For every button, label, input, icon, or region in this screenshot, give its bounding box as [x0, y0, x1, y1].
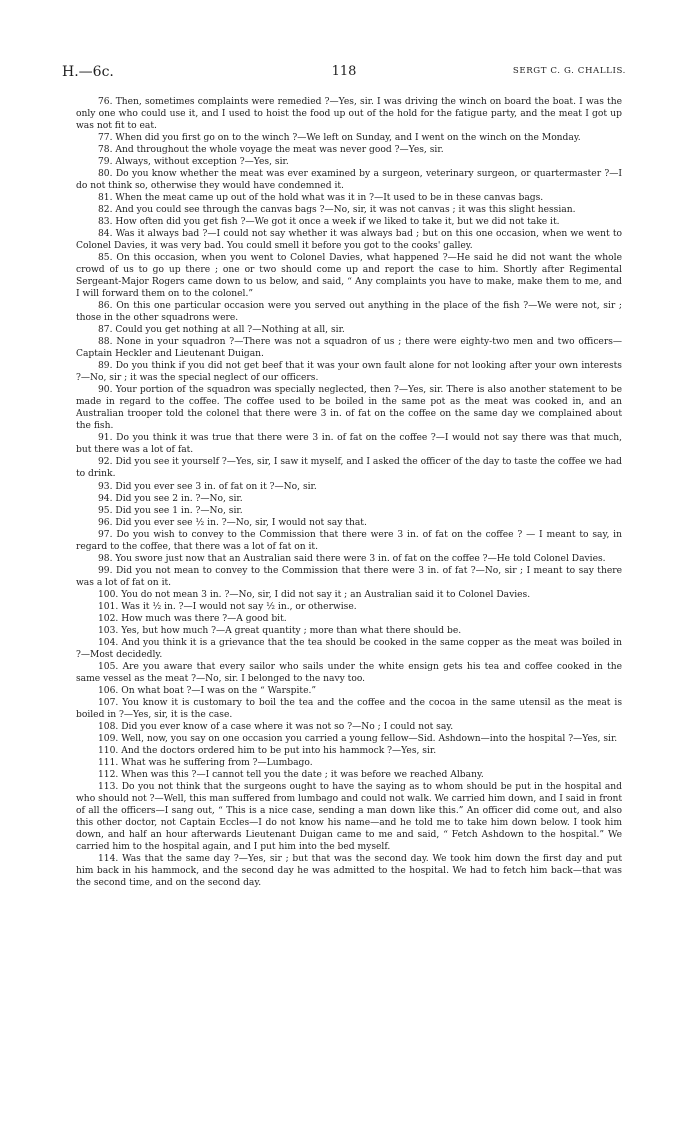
question-number: 90. [98, 385, 113, 396]
testimony-paragraph [76, 685, 622, 697]
question-answer-text: On this occasion, when you went to Colonel Davies, what happened ?—He said he did not want the whole crowd of us to go up there ; one or two should come up and report the case to him. Shortly after Regimental Sergeant-Major Rogers came down to us below, and said, “ Any complaints you have to make, make them to me, and I will forward them on to the colonel.” [76, 253, 622, 300]
question-number: 93. [98, 481, 113, 492]
testimony-paragraph [76, 96, 622, 132]
testimony-paragraph [76, 481, 622, 493]
question-answer-text: On what boat ?—I was on the “ Warspite.” [121, 685, 317, 696]
question-number: 100. [98, 589, 119, 600]
page-header [62, 64, 626, 82]
question-answer-text: You do not mean 3 in. ?—No, sir, I did not say it ; an Australian said it to Colonel Davies. [121, 589, 531, 600]
question-number: 96. [98, 517, 113, 528]
question-number: 112. [98, 769, 119, 780]
question-answer-text: Are you aware that every sailor who sails under the white ensign gets his tea and coffee cooked in the same vessel as the meat ?—No, sir. I belonged to the navy too. [76, 661, 622, 684]
document-reference: H.—6c. [62, 64, 114, 80]
question-answer-text: Was that the same day ?—Yes, sir ; but that was the second day. We took him down the first day and put him back in his hammock, and the second day he was admitted to the hospital. We had to fetch him back—that was the second time, and on the second day. [76, 853, 622, 889]
testimony-paragraph [76, 745, 622, 757]
question-number: 99. [98, 565, 113, 576]
question-number: 94. [98, 493, 113, 504]
question-number: 97. [98, 529, 113, 540]
question-answer-text: How much was there ?—A good bit. [121, 613, 287, 624]
question-number: 80. [98, 169, 113, 180]
question-number: 83. [98, 217, 113, 228]
testimony-paragraph [76, 324, 622, 336]
question-answer-text: Do you think if you did not get beef that it was your own fault alone for not looking after your own interests ?—No, sir ; it was the special neglect of our officers. [76, 361, 622, 384]
testimony-paragraph [76, 853, 622, 889]
question-answer-text: Was it always bad ?—I could not say whether it was always bad ; but on this one occasion, when we went to Colonel Davies, it was very bad. You could smell it before you got to the cooks' galley. [76, 229, 623, 252]
question-number: 89. [98, 361, 113, 372]
testimony-paragraph [76, 661, 622, 685]
testimony-paragraph [76, 252, 622, 300]
question-number: 76. [98, 97, 113, 107]
question-answer-text: Did you not mean to convey to the Commission that there were 3 in. of fat ?—No, sir ; I meant to say there was a lot of fat on it. [76, 565, 622, 588]
question-answer-text: Was it ½ in. ?—I would not say ½ in., or otherwise. [121, 601, 357, 612]
question-number: 110. [98, 745, 119, 756]
question-number: 92. [98, 457, 113, 468]
question-number: 81. [98, 193, 113, 204]
question-answer-text: Did you ever know of a case where it was not so ?—No ; I could not say. [121, 721, 454, 732]
question-number: 109. [98, 733, 119, 744]
question-answer-text: Did you see 1 in. ?—No, sir. [115, 505, 243, 516]
question-number: 111. [98, 757, 119, 768]
question-number: 105. [98, 661, 119, 672]
question-answer-text: Yes, but how much ?—A great quantity ; more than what there should be. [121, 625, 462, 636]
testimony-paragraph [76, 757, 622, 769]
question-number: 114. [98, 853, 119, 864]
testimony-paragraph [76, 529, 622, 553]
question-answer-text: Well, now, you say on one occasion you carried a young fellow—Sid. Ashdown—into the hospital ?—Yes, sir. [121, 733, 618, 744]
question-number: 79. [98, 157, 113, 168]
testimony-paragraph [76, 493, 622, 505]
question-number: 104. [98, 637, 119, 648]
question-number: 102. [98, 613, 119, 624]
question-number: 101. [98, 601, 119, 612]
testimony-paragraph [76, 733, 622, 745]
testimony-paragraph [76, 613, 622, 625]
testimony-paragraph [76, 697, 622, 721]
question-number: 113. [98, 781, 119, 792]
question-number: 91. [98, 433, 113, 444]
question-number: 88. [98, 337, 113, 348]
question-answer-text: Then, sometimes complaints were remedied ?—Yes, sir. I was driving the winch on board the boat. I was the only one who could use it, and I used to hoist the food up out of the hold for the fatigue party, and the meat I got up was not fit to eat. [76, 97, 622, 132]
testimony-paragraph [76, 565, 622, 589]
question-number: 103. [98, 625, 119, 636]
testimony-paragraph [76, 300, 622, 324]
question-number: 107. [98, 697, 119, 708]
question-answer-text: Did you see 2 in. ?—No, sir. [115, 493, 243, 504]
testimony-body [76, 96, 622, 889]
question-answer-text: Did you ever see 3 in. of fat on it ?—No, sir. [115, 481, 317, 492]
question-answer-text: Do you think it was true that there were 3 in. of fat on the coffee ?—I would not say there was that much, but there was a lot of fat. [76, 433, 623, 456]
question-answer-text: When was this ?—I cannot tell you the date ; it was before we reached Albany. [121, 769, 484, 780]
question-answer-text: You know it is customary to boil the tea and the coffee and the cocoa in the same utensil as the meat is boiled in ?—Yes, sir, it is the case. [76, 697, 622, 720]
testimony-paragraph [76, 432, 622, 456]
testimony-paragraph [76, 204, 622, 216]
testimony-paragraph [76, 168, 622, 192]
testimony-paragraph [76, 517, 622, 529]
question-answer-text: And throughout the whole voyage the meat was never good ?—Yes, sir. [115, 145, 444, 156]
question-answer-text: You swore just now that an Australian said there were 3 in. of fat on the coffee ?—He told Colonel Davies. [115, 553, 606, 564]
testimony-paragraph [76, 553, 622, 565]
testimony-paragraph [76, 144, 622, 156]
question-answer-text: When did you first go on to the winch ?—We left on Sunday, and I went on the winch on the Monday. [115, 133, 581, 144]
question-number: 85. [98, 253, 113, 264]
question-answer-text: And you could see through the canvas bags ?—No, sir, it was not canvas ; it was this slight hessian. [115, 205, 576, 216]
testimony-paragraph [76, 505, 622, 517]
question-number: 108. [98, 721, 119, 732]
question-answer-text: Your portion of the squadron was specially neglected, then ?—Yes, sir. There is also another statement to be made in regard to the coffee. The coffee used to be boiled in the same pot as the meat was cooked in, and an Australian trooper told the colonel that there were 3 in. of fat on the coffee on the same day we complained about the fish. [76, 385, 622, 432]
testimony-paragraph [76, 360, 622, 384]
testimony-paragraph [76, 336, 622, 360]
testimony-paragraph [76, 192, 622, 204]
question-answer-text: And the doctors ordered him to be put into his hammock ?—Yes, sir. [121, 745, 437, 756]
testimony-paragraph [76, 781, 622, 853]
page-number: 118 [331, 64, 357, 79]
question-answer-text: What was he suffering from ?—Lumbago. [121, 757, 313, 768]
question-number: 84. [98, 229, 113, 240]
question-number: 77. [98, 133, 113, 144]
testimony-paragraph [76, 156, 622, 168]
testimony-paragraph [76, 384, 622, 432]
question-number: 106. [98, 685, 119, 696]
question-number: 98. [98, 553, 113, 564]
question-number: 87. [98, 325, 113, 336]
testimony-paragraph [76, 637, 622, 661]
testimony-paragraph [76, 601, 622, 613]
testimony-paragraph [76, 216, 622, 228]
testimony-paragraph [76, 132, 622, 144]
question-answer-text: On this one particular occasion were you served out anything in the place of the fish ?—We were not, sir ; those in the other squadrons were. [76, 301, 622, 324]
question-answer-text: Do you not think that the surgeons ought to have the saying as to whom should be put in the hospital and who should not ?—Well, this man suffered from lumbago and could not walk. We carried him down, and I said in front of all the officers—I sang out, “ This is a nice case, sending a man down like this.” An officer did come out, and also this other doctor, not Captain Eccles—I do not know his name—and he told me to take him down below. I took him down, and half an hour afterwards Lieutenant Duigan came to me and said, “ Fetch Ashdown to the hospital.” We carried him to the hospital again, and I put him into the bed myself. [76, 781, 622, 852]
testimony-paragraph [76, 721, 622, 733]
question-answer-text: How often did you get fish ?—We got it once a week if we liked to take it, but we did not take it. [115, 217, 560, 228]
question-answer-text: Do you know whether the meat was ever examined by a surgeon, veterinary surgeon, or quartermaster ?—I do not think so, otherwise they would have condemned it. [76, 169, 623, 192]
question-answer-text: Do you wish to convey to the Commission that there were 3 in. of fat on the coffee ? — I meant to say, in regard to the coffee, that there was a lot of fat on it. [76, 529, 622, 552]
question-answer-text: Always, without exception ?—Yes, sir. [115, 157, 289, 168]
question-answer-text: Did you ever see ½ in. ?—No, sir, I would not say that. [115, 517, 367, 528]
question-answer-text: When the meat came up out of the hold what was it in ?—It used to be in these canvas bags. [115, 193, 544, 204]
testimony-paragraph [76, 769, 622, 781]
question-number: 86. [98, 301, 113, 312]
question-answer-text: Did you see it yourself ?—Yes, sir, I saw it myself, and I asked the officer of the day to taste the coffee we had to drink. [76, 457, 622, 480]
question-number: 82. [98, 205, 113, 216]
testimony-paragraph [76, 589, 622, 601]
question-answer-text: Could you get nothing at all ?—Nothing at all, sir. [115, 325, 345, 336]
question-answer-text: None in your squadron ?—There was not a squadron of us ; there were eighty-two men and two officers—Captain Heckler and Lieutenant Duigan. [76, 337, 623, 360]
testimony-paragraph [76, 625, 622, 637]
question-answer-text: And you think it is a grievance that the tea should be cooked in the same copper as the meat was boiled in ?—Most decidedly. [76, 637, 622, 660]
testimony-paragraph [76, 228, 622, 252]
question-number: 78. [98, 145, 113, 156]
testimony-paragraph [76, 456, 622, 480]
witness-name: SERGT C. G. CHALLIS. [512, 66, 626, 76]
question-number: 95. [98, 505, 113, 516]
